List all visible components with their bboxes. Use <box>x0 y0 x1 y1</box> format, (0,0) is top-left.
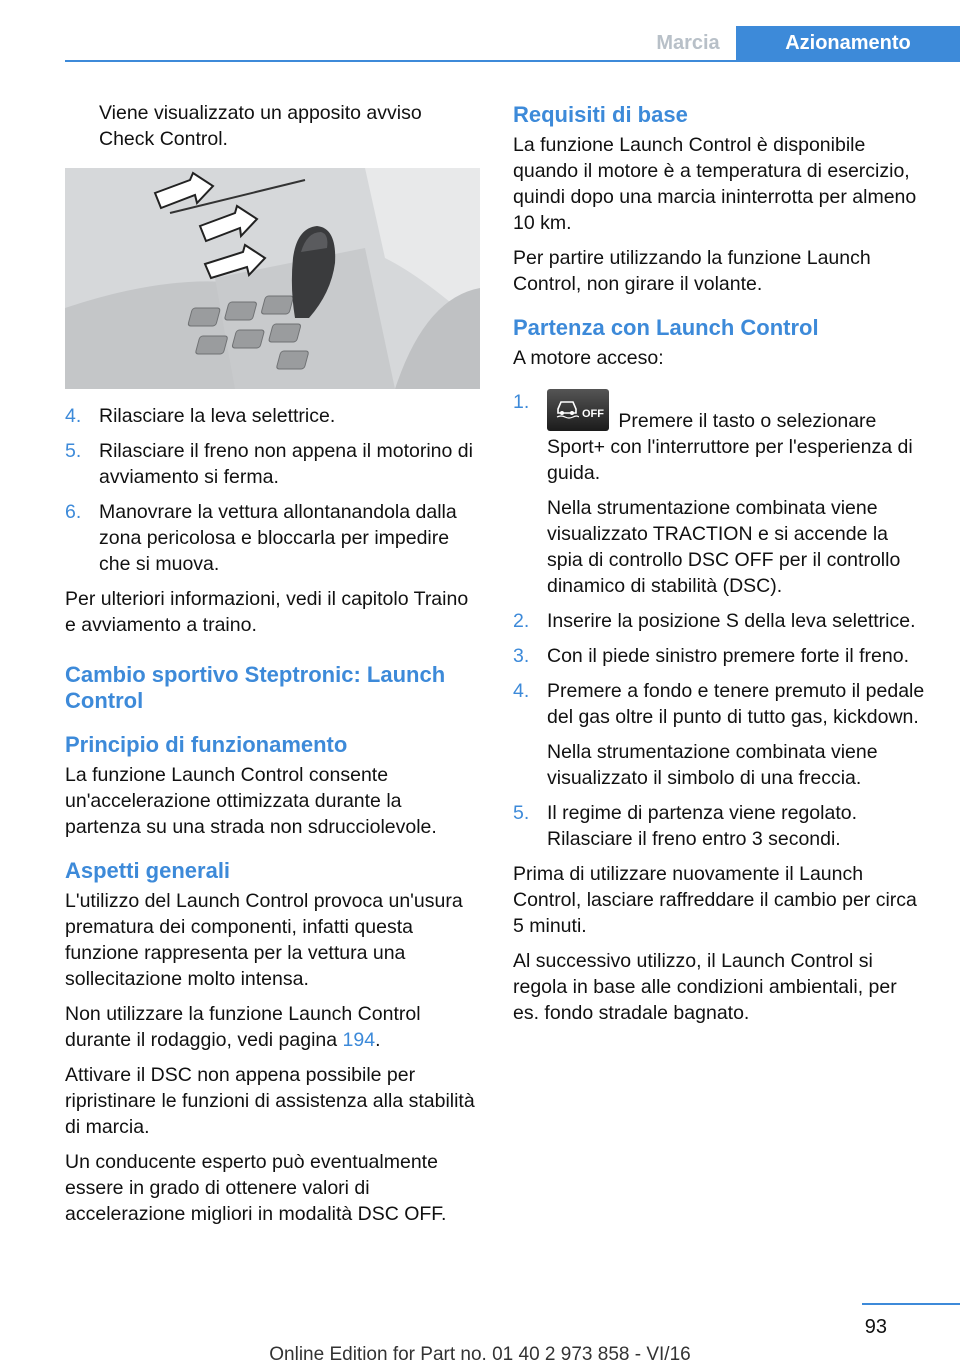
step-text: Manovrare la vettura allontanandola dalla zona pericolosa e bloccarla per impedire che si muova. <box>99 501 457 575</box>
list-item <box>513 643 928 669</box>
step-subtext: Nella strumentazione combinata viene visualizzato il simbolo di una freccia. <box>547 741 878 789</box>
dsc-off-button-icon <box>547 389 609 431</box>
principio-text: La funzione Launch Control consente un'accelerazione ottimizzata durante la partenza su una strada non sdrucciolevole. <box>65 764 437 838</box>
intro-text: Viene visualizzato un apposito avviso Check Control. <box>99 102 422 150</box>
step-text: Premere il tasto o selezionare Sport+ con l'interruttore per l'esperienza di guida. <box>547 410 913 484</box>
step-number: 5. <box>513 802 530 824</box>
step-number: 5. <box>65 440 82 462</box>
step-text: Premere a fondo e tenere premuto il pedale del gas oltre il punto di tutto gas, kickdown. <box>547 680 925 728</box>
step-text: Il regime di partenza viene regolato. Rilasciare il freno entro 3 secondi. <box>547 802 858 850</box>
list-item <box>513 608 928 634</box>
subheading-principio: Principio di funzionamento <box>65 732 348 757</box>
subheading-partenza: Partenza con Launch Control <box>513 315 819 340</box>
page-link-194[interactable]: 194 <box>342 1029 376 1051</box>
header-section-tab[interactable]: Marcia <box>656 31 720 54</box>
dsc-off-label: OFF <box>582 408 604 420</box>
requisiti-text-2: Per partire utilizzando la funzione Launch Control, non girare il volante. <box>513 247 871 295</box>
step-text: Rilasciare il freno non appena il motorino di avviamento si ferma. <box>99 440 473 488</box>
page-number: 93 <box>864 1316 887 1338</box>
aspetti-text-2-pre: Non utilizzare la funzione Launch Control durante il rodaggio, vedi pagina <box>65 1003 421 1051</box>
step-text: Inserire la posizione S della leva selettrice. <box>547 610 916 632</box>
aspetti-text-2 <box>65 1001 480 1053</box>
list-item <box>513 389 928 599</box>
step-text: Rilasciare la leva selettrice. <box>99 405 336 427</box>
list-item <box>65 438 480 490</box>
step-number: 4. <box>65 405 82 427</box>
left-steps-list <box>65 403 480 577</box>
header-rule <box>65 60 960 62</box>
requisiti-text-1: La funzione Launch Control è disponibile quando il motore è a temperatura di esercizio, quindi dopo una marcia ininterrotta per almeno 10 km. <box>513 134 917 234</box>
list-item <box>513 800 928 852</box>
footer-rule <box>862 1303 960 1305</box>
step-number: 3. <box>513 645 530 667</box>
reference-note: Per ulteriori informazioni, vedi il capitolo Traino e avviamento a traino. <box>65 588 469 636</box>
step-number: 2. <box>513 610 530 632</box>
aspetti-text-2-post: . <box>375 1029 381 1051</box>
right-column <box>513 100 928 1035</box>
right-steps-list <box>513 389 928 852</box>
after-text-1: Prima di utilizzare nuovamente il Launch Control, lasciare raffreddare il cambio per circa 5 minuti. <box>513 863 917 937</box>
after-text-2: Al successivo utilizzo, il Launch Control si regola in base alle condizioni ambientali, per es. fondo stradale bagnato. <box>513 950 897 1024</box>
subheading-requisiti: Requisiti di base <box>513 102 688 127</box>
header-chapter-tab[interactable]: Azionamento <box>736 26 960 60</box>
list-item <box>65 499 480 577</box>
aspetti-text-3: Attivare il DSC non appena possibile per ripristinare le funzioni di assistenza alla stabilità di marcia. <box>65 1064 475 1138</box>
step-number: 1. <box>513 391 530 413</box>
aspetti-text-1: L'utilizzo del Launch Control provoca un'usura prematura dei componenti, infatti questa funzione rappresenta per la vettura una sollecitazione molto intensa. <box>65 890 463 990</box>
online-edition-footer: Online Edition for Part no. 01 40 2 973 858 - VI/16 <box>269 1344 691 1365</box>
section-heading-launch-control: Cambio sportivo Steptronic: Launch Control <box>65 662 446 713</box>
step-number: 4. <box>513 680 530 702</box>
list-item <box>513 678 928 791</box>
left-column <box>65 100 480 1236</box>
aspetti-text-4: Un conducente esperto può eventualmente essere in grado di ottenere valori di accelerazione migliori in modalità DSC OFF. <box>65 1151 447 1225</box>
list-item <box>65 403 480 429</box>
motore-acceso-text: A motore acceso: <box>513 347 664 369</box>
gear-selector-illustration <box>65 168 480 389</box>
step-number: 6. <box>65 501 82 523</box>
subheading-aspetti: Aspetti generali <box>65 858 231 883</box>
step-subtext: Nella strumentazione combinata viene visualizzato TRACTION e si accende la spia di controllo DSC OFF per il controllo dinamico di stabilità (DSC). <box>547 497 901 597</box>
step-text: Con il piede sinistro premere forte il freno. <box>547 645 909 667</box>
